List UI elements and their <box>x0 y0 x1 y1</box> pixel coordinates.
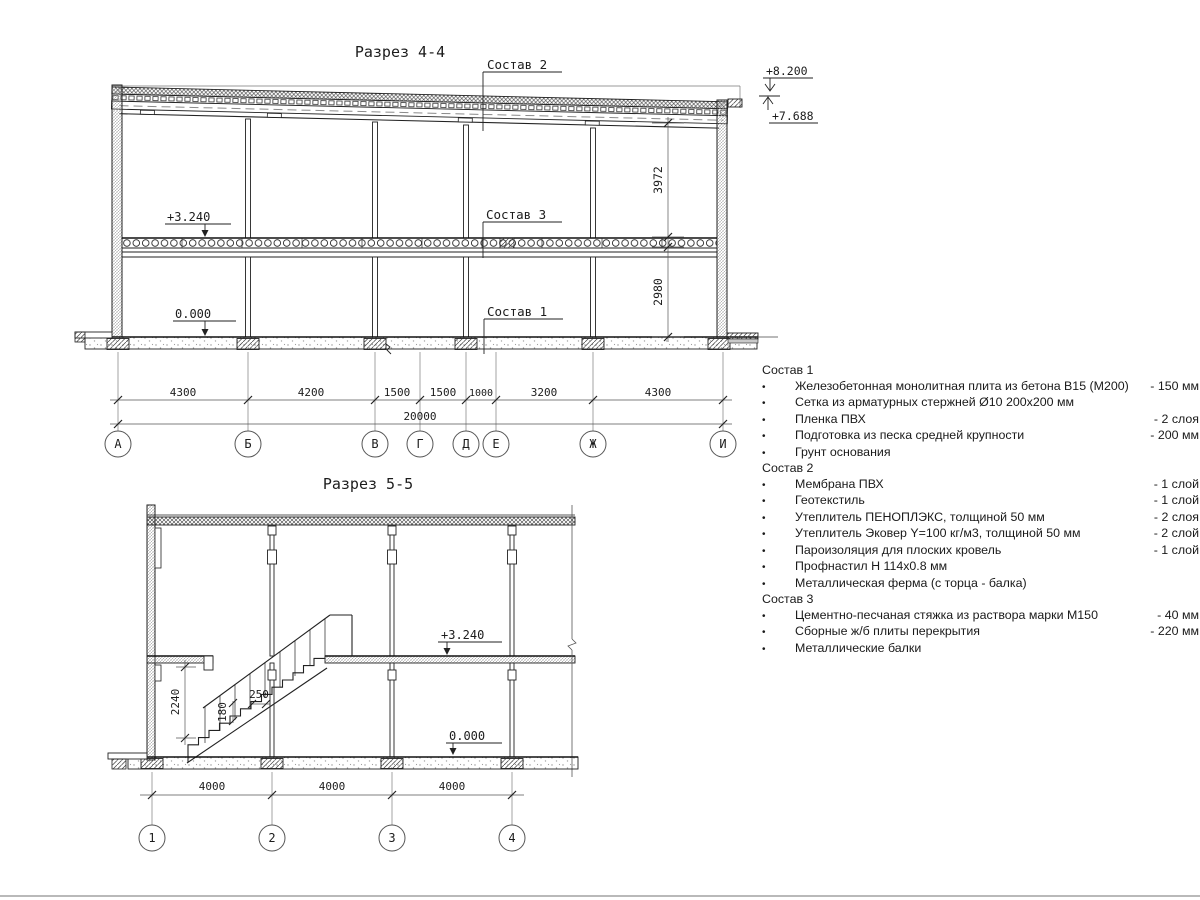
dims-55 <box>140 772 524 825</box>
note-item: • Мембрана ПВХ - 1 слой <box>762 477 1199 494</box>
wall-left-55 <box>147 505 155 760</box>
svg-text:1500: 1500 <box>383 386 411 399</box>
section-4-4 <box>75 43 818 457</box>
note-item: • Сетка из арматурных стержней Ø10 200x200 мм <box>762 395 1199 412</box>
axes-55 <box>139 825 525 851</box>
note-item: • Железобетонная монолитная плита из бетона В15 (М200) - 150 мм <box>762 379 1199 396</box>
svg-text:Состав 1: Состав 1 <box>487 304 548 319</box>
wall-left <box>112 85 122 337</box>
svg-text:Е: Е <box>492 437 500 451</box>
svg-text:Состав 3: Состав 3 <box>486 207 547 222</box>
note-item: • Пароизоляция для плоских кровель - 1 слой <box>762 543 1199 560</box>
note-item: • Подготовка из песка средней крупности - 200 мм <box>762 428 1199 445</box>
svg-text:+3.240: +3.240 <box>167 210 211 224</box>
axes-44 <box>105 431 736 457</box>
note-item: • Пленка ПВХ - 2 слоя <box>762 412 1199 429</box>
svg-text:4: 4 <box>508 831 516 845</box>
svg-text:1: 1 <box>148 831 156 845</box>
roof-55 <box>147 515 575 525</box>
svg-text:2: 2 <box>268 831 276 845</box>
bullet-icon: • <box>762 431 766 442</box>
svg-text:Б: Б <box>244 437 252 451</box>
svg-text:В: В <box>371 437 379 451</box>
elev-floor-44 <box>165 210 231 237</box>
note-item: • Цементно-песчаная стяжка из раствора марки М150 - 40 мм <box>762 608 1199 625</box>
staircase <box>187 615 352 763</box>
svg-text:4000: 4000 <box>198 780 226 793</box>
bullet-icon: • <box>762 610 766 622</box>
svg-text:1500: 1500 <box>429 386 457 399</box>
stair-tread-dim: 250 <box>249 688 269 701</box>
section-4-4-title: Разрез 4-4 <box>354 43 446 61</box>
elev-roof-eave <box>759 96 818 123</box>
bullet-icon: • <box>762 578 766 590</box>
svg-text:Ж: Ж <box>589 437 597 451</box>
elev-roof-top <box>763 64 813 91</box>
svg-text:0.000: 0.000 <box>175 307 212 321</box>
ground-slab <box>85 337 757 354</box>
bullet-icon: • <box>762 562 766 573</box>
elev-zero-55 <box>446 729 502 755</box>
total-dim: 20000 <box>403 410 437 423</box>
elev-floor-55 <box>438 628 502 655</box>
notes-group-title: Состав 3 <box>762 592 814 606</box>
elev-zero-44 <box>173 307 236 336</box>
leader-sostav-3 <box>483 207 562 258</box>
svg-text:4000: 4000 <box>438 780 466 793</box>
vdim-lower: 2980 <box>651 278 665 306</box>
svg-text:+3.240: +3.240 <box>441 628 485 642</box>
stair-height-dim: 2240 <box>169 688 182 716</box>
cut-line-right <box>568 505 576 777</box>
floor-slab <box>122 238 717 257</box>
svg-text:Состав 2: Состав 2 <box>487 57 548 72</box>
svg-text:4300: 4300 <box>644 386 672 399</box>
ground-slab-55 <box>128 757 578 769</box>
bullet-icon: • <box>762 496 766 507</box>
note-item: • Металлическая ферма (с торца - балка) <box>762 576 1199 593</box>
svg-text:Г: Г <box>416 437 424 451</box>
columns-lower <box>246 257 596 337</box>
note-item: • Сборные ж/б плиты перекрытия - 220 мм <box>762 624 1199 641</box>
bullet-icon: • <box>762 545 766 557</box>
bullet-icon: • <box>762 529 766 540</box>
notes-group-title: Состав 2 <box>762 461 814 475</box>
notes-group-title: Состав 1 <box>762 363 814 377</box>
bullet-icon: • <box>762 627 766 638</box>
bullet-icon: • <box>762 414 766 426</box>
svg-text:0.000: 0.000 <box>449 729 486 743</box>
roof-assembly <box>111 87 727 128</box>
stair-dims <box>169 660 270 745</box>
svg-text:3200: 3200 <box>530 386 558 399</box>
section-5-5 <box>108 475 578 851</box>
wall-pilaster-bottom <box>155 665 161 681</box>
svg-text:4300: 4300 <box>169 386 197 399</box>
wall-right <box>717 100 727 337</box>
svg-text:А: А <box>114 437 122 451</box>
svg-text:3: 3 <box>388 831 396 845</box>
note-item: • Профнастил Н 114x0.8 мм <box>762 559 1199 576</box>
svg-text:Д: Д <box>462 437 470 451</box>
bullet-icon: • <box>762 398 766 409</box>
note-item: • Утеплитель Эковер Y=100 кг/м3, толщиной 50 мм - 2 слой <box>762 526 1199 543</box>
bullet-icon: • <box>762 447 766 459</box>
wall-pilaster-top <box>155 528 161 568</box>
vdim-upper: 3972 <box>651 166 665 194</box>
stair-riser-dim: 180 <box>216 702 229 722</box>
svg-text:+8.200: +8.200 <box>766 64 808 78</box>
note-item: • Грунт основания <box>762 445 1199 462</box>
svg-text:И: И <box>719 437 727 451</box>
svg-text:4000: 4000 <box>318 780 346 793</box>
stair-railing <box>203 615 352 743</box>
svg-text:+7.688: +7.688 <box>772 109 814 123</box>
page-bottom-border <box>0 895 1200 897</box>
svg-text:1000: 1000 <box>468 388 494 399</box>
bullet-icon: • <box>762 643 766 655</box>
composition-notes <box>762 363 1199 657</box>
note-item: • Геотекстиль - 1 слой <box>762 493 1199 510</box>
vdim-right <box>652 117 684 342</box>
note-item: • Утеплитель ПЕНОПЛЭКС, толщиной 50 мм - 2 слоя <box>762 510 1199 527</box>
dims-44 <box>110 352 732 431</box>
svg-text:4200: 4200 <box>297 386 325 399</box>
section-5-5-title: Разрез 5-5 <box>322 475 414 493</box>
bullet-icon: • <box>762 381 766 393</box>
bullet-icon: • <box>762 512 766 524</box>
bullet-icon: • <box>762 479 766 491</box>
roof-edge-beam <box>728 99 742 107</box>
note-item: • Металлические балки <box>762 641 1199 658</box>
canopy-right <box>727 333 778 343</box>
